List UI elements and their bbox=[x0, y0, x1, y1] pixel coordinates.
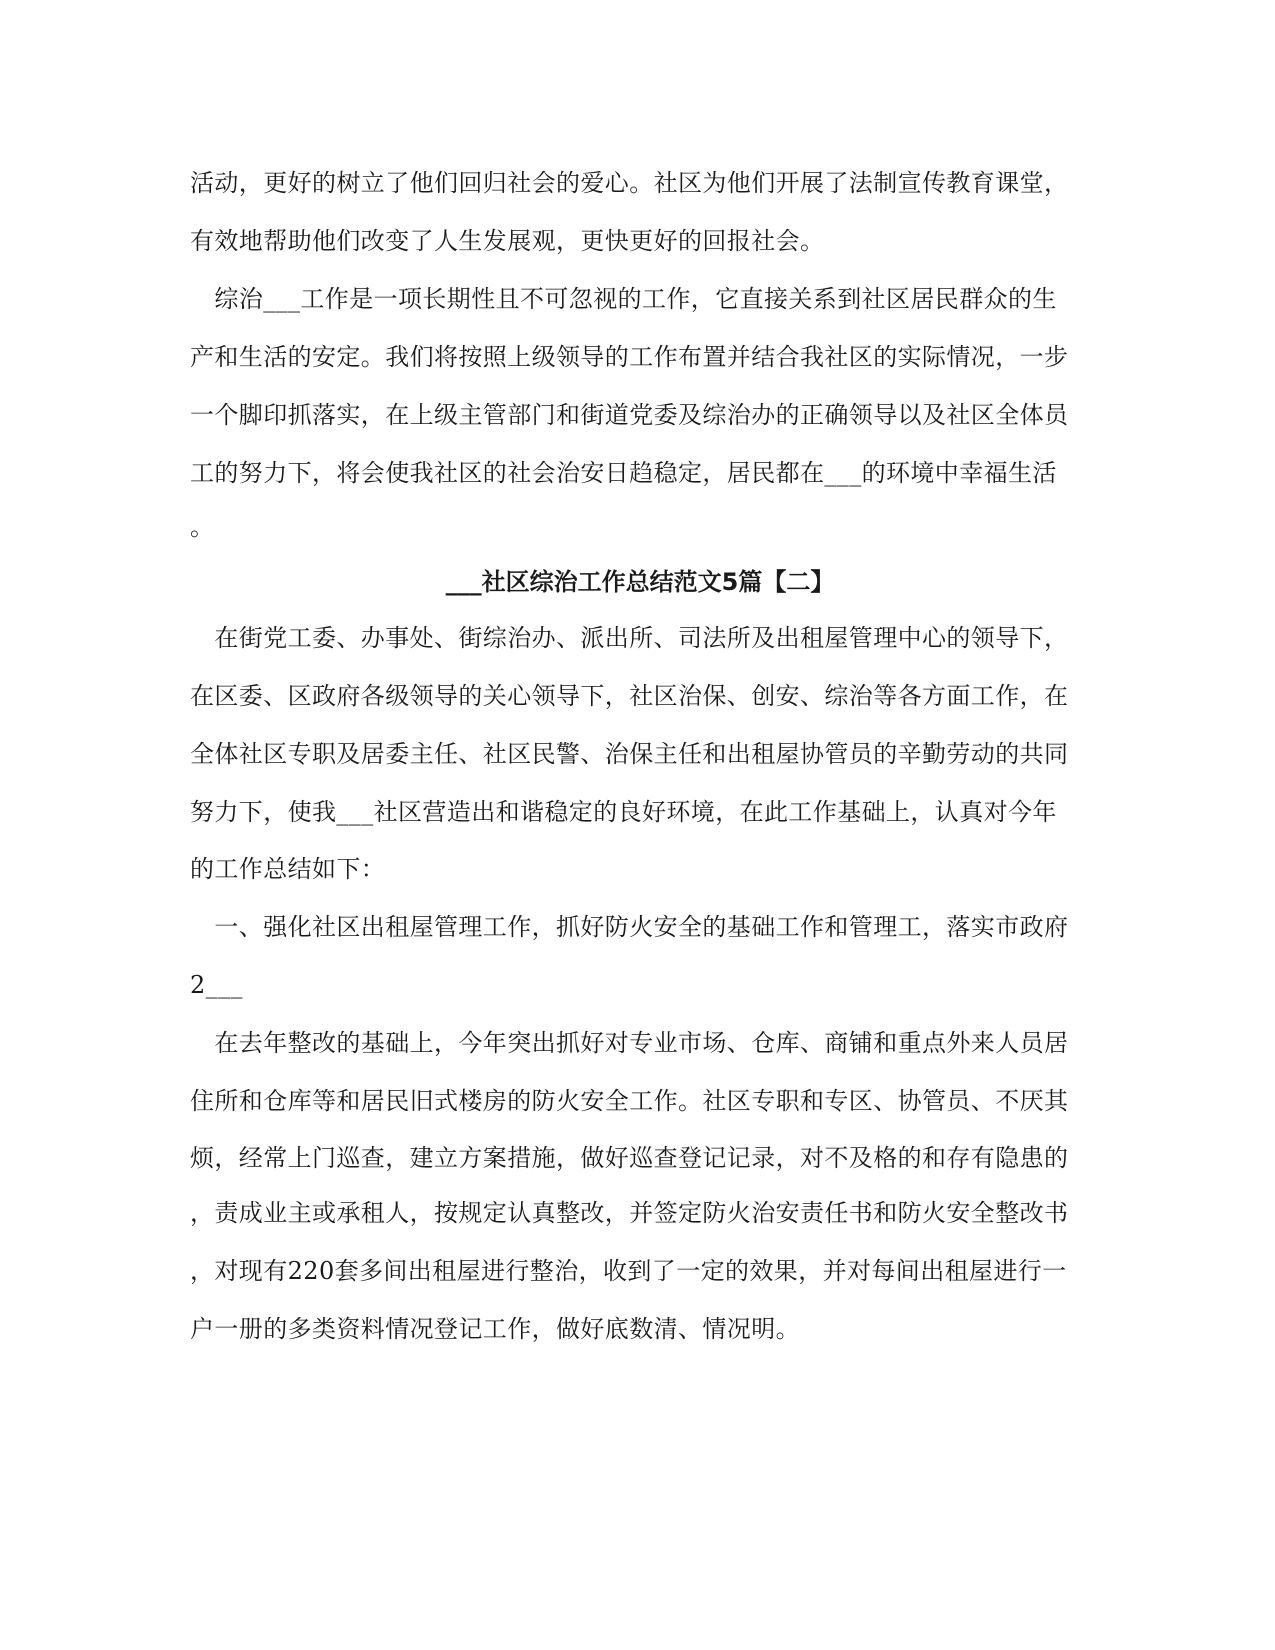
paragraph-line: 。 bbox=[190, 513, 215, 541]
paragraph-line: 工的努力下，将会使我社区的社会治安日趋稳定，居民都在___的环境中幸福生活 bbox=[190, 459, 1057, 487]
paragraph-line: ，责成业主或承租人，按规定认真整改，并签定防火治安责任书和防火安全整改书 bbox=[190, 1199, 1069, 1227]
paragraph-line: 在去年整改的基础上，今年突出抓好对专业市场、仓库、商铺和重点外来人员居 bbox=[190, 1029, 1069, 1057]
paragraph-line: 努力下，使我___社区营造出和谐稳定的良好环境，在此工作基础上，认真对今年 bbox=[190, 798, 1057, 826]
paragraph-line: 综治___工作是一项长期性且不可忽视的工作，它直接关系到社区居民群众的生 bbox=[190, 285, 1057, 313]
paragraph-line: 户一册的多类资料情况登记工作，做好底数清、情况明。 bbox=[190, 1315, 800, 1343]
paragraph-line: 住所和仓库等和居民旧式楼房的防火安全工作。社区专职和专区、协管员、不厌其 bbox=[190, 1087, 1069, 1115]
paragraph-line: 活动，更好的树立了他们回归社会的爱心。社区为他们开展了法制宣传教育课堂， bbox=[190, 169, 1069, 197]
paragraph-line: 有效地帮助他们改变了人生发展观，更快更好的回报社会。 bbox=[190, 227, 825, 255]
section-title: ___社区综治工作总结范文5篇【二】 bbox=[445, 568, 835, 596]
paragraph-line: 一个脚印抓落实，在上级主管部门和街道党委及综治办的正确领导以及社区全体员 bbox=[190, 401, 1069, 429]
paragraph-line: 产和生活的安定。我们将按照上级领导的工作布置并结合我社区的实际情况，一步 bbox=[190, 343, 1069, 371]
paragraph-line: ，对现有220套多间出租屋进行整治，收到了一定的效果，并对每间出租屋进行一 bbox=[190, 1257, 1067, 1285]
paragraph-line: 全体社区专职及居委主任、社区民警、治保主任和出租屋协管员的辛勤劳动的共同 bbox=[190, 740, 1069, 768]
paragraph-line: 一、强化社区出租屋管理工作，抓好防火安全的基础工作和管理工，落实市政府 bbox=[190, 913, 1069, 941]
paragraph-line: 烦，经常上门巡查，建立方案措施，做好巡查登记记录，对不及格的和存有隐患的 bbox=[190, 1144, 1069, 1172]
paragraph-line: 在区委、区政府各级领导的关心领导下，社区治保、创安、综治等各方面工作，在 bbox=[190, 682, 1069, 710]
paragraph-line: 在街党工委、办事处、街综治办、派出所、司法所及出租屋管理中心的领导下， bbox=[190, 624, 1069, 652]
paragraph-line: 的工作总结如下： bbox=[190, 855, 386, 883]
paragraph-line: 2___ bbox=[190, 971, 243, 999]
